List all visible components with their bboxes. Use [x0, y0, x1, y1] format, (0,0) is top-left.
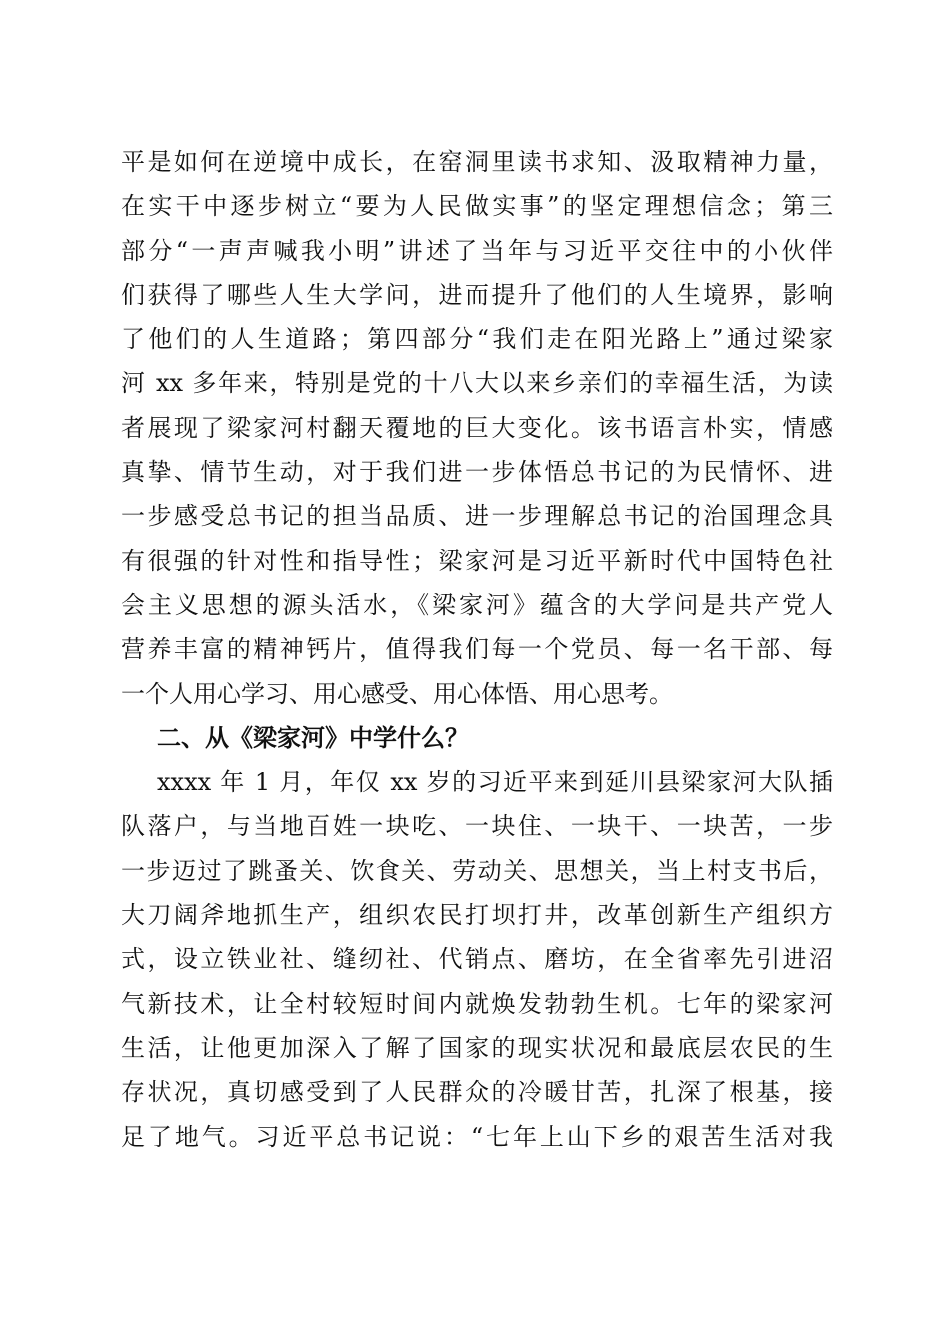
- text-line: 生活，让他更加深入了解了国家的现实状况和最底层农民的生: [121, 1033, 833, 1062]
- text-line: 一个人用心学习、用心感受、用心体悟、用心思考。: [121, 679, 673, 708]
- paragraph-2: [121, 760, 833, 1159]
- section-heading: 二、从《梁家河》中学什么？: [157, 723, 469, 752]
- paragraph-1: [121, 140, 833, 716]
- text-line: 者展现了梁家河村翻天覆地的巨大变化。该书语言朴实，情感: [121, 413, 833, 442]
- text-line: 会主义思想的源头活水，《梁家河》蕴含的大学问是共产党人: [121, 590, 833, 619]
- document-body: [121, 140, 833, 1159]
- text-line: 一步感受总书记的担当品质、进一步理解总书记的治国理念具: [121, 502, 833, 531]
- text-line: 平是如何在逆境中成长，在窑洞里读书求知、汲取精神力量，: [121, 148, 833, 176]
- text-line: 一步迈过了跳蚤关、饮食关、劳动关、思想关，当上村支书后，: [121, 856, 833, 885]
- text-line: 营养丰富的精神钙片，值得我们每一个党员、每一名干部、每: [121, 635, 833, 664]
- text-line: 们获得了哪些人生大学问，进而提升了他们的人生境界，影响: [121, 280, 833, 309]
- text-line: 有很强的针对性和指导性；梁家河是习近平新时代中国特色社: [121, 546, 833, 575]
- text-line: 式，设立铁业社、缝纫社、代销点、磨坊，在全省率先引进沼: [121, 945, 833, 974]
- text-line: 气新技术，让全村较短时间内就焕发勃勃生机。七年的梁家河: [121, 989, 833, 1018]
- text-line: 存状况，真切感受到了人民群众的冷暖甘苦，扎深了根基，接: [121, 1078, 833, 1107]
- text-line: 足了地气。习近平总书记说：“七年上山下乡的艰苦生活对我: [121, 1122, 833, 1151]
- text-line: 真挚、情节生动，对于我们进一步体悟总书记的为民情怀、进: [121, 458, 833, 487]
- text-line: 在实干中逐步树立“要为人民做实事”的坚定理想信念；第三: [121, 192, 833, 221]
- text-line: xxxx 年 1 月，年仅 xx 岁的习近平来到延川县梁家河大队插: [157, 768, 833, 797]
- text-line: 队落户，与当地百姓一块吃、一块住、一块干、一块苦，一步: [121, 812, 833, 841]
- text-line: 河 xx 多年来，特别是党的十八大以来乡亲们的幸福生活，为读: [121, 369, 833, 398]
- text-line: 大刀阔斧地抓生产，组织农民打坝打井，改革创新生产组织方: [121, 901, 833, 930]
- text-line: 部分“一声声喊我小明”讲述了当年与习近平交往中的小伙伴: [121, 236, 833, 265]
- text-line: 了他们的人生道路；第四部分“我们走在阳光路上”通过梁家: [121, 325, 833, 354]
